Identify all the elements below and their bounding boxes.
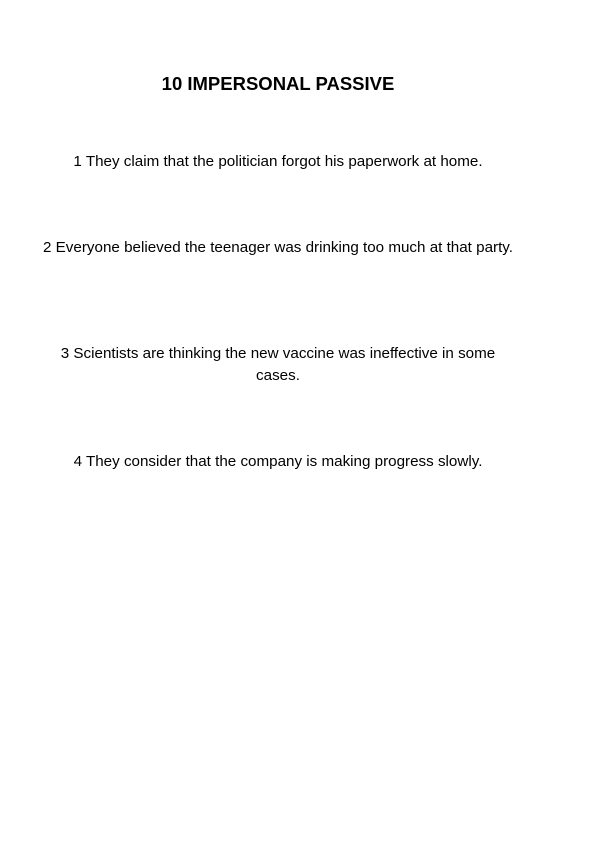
sentence-4: 4 They consider that the company is making progress slowly. [73,453,483,470]
page-title: 10 IMPERSONAL PASSIVE [161,73,395,94]
sentence-2: 2 Everyone believed the teenager was drinking too much at that party. [43,239,513,256]
sentence-3: 3 Scientists are thinking the new vaccine was ineffective in some cases. [60,345,496,384]
sentence-1: 1 They claim that the politician forgot his paperwork at home. [73,153,483,170]
